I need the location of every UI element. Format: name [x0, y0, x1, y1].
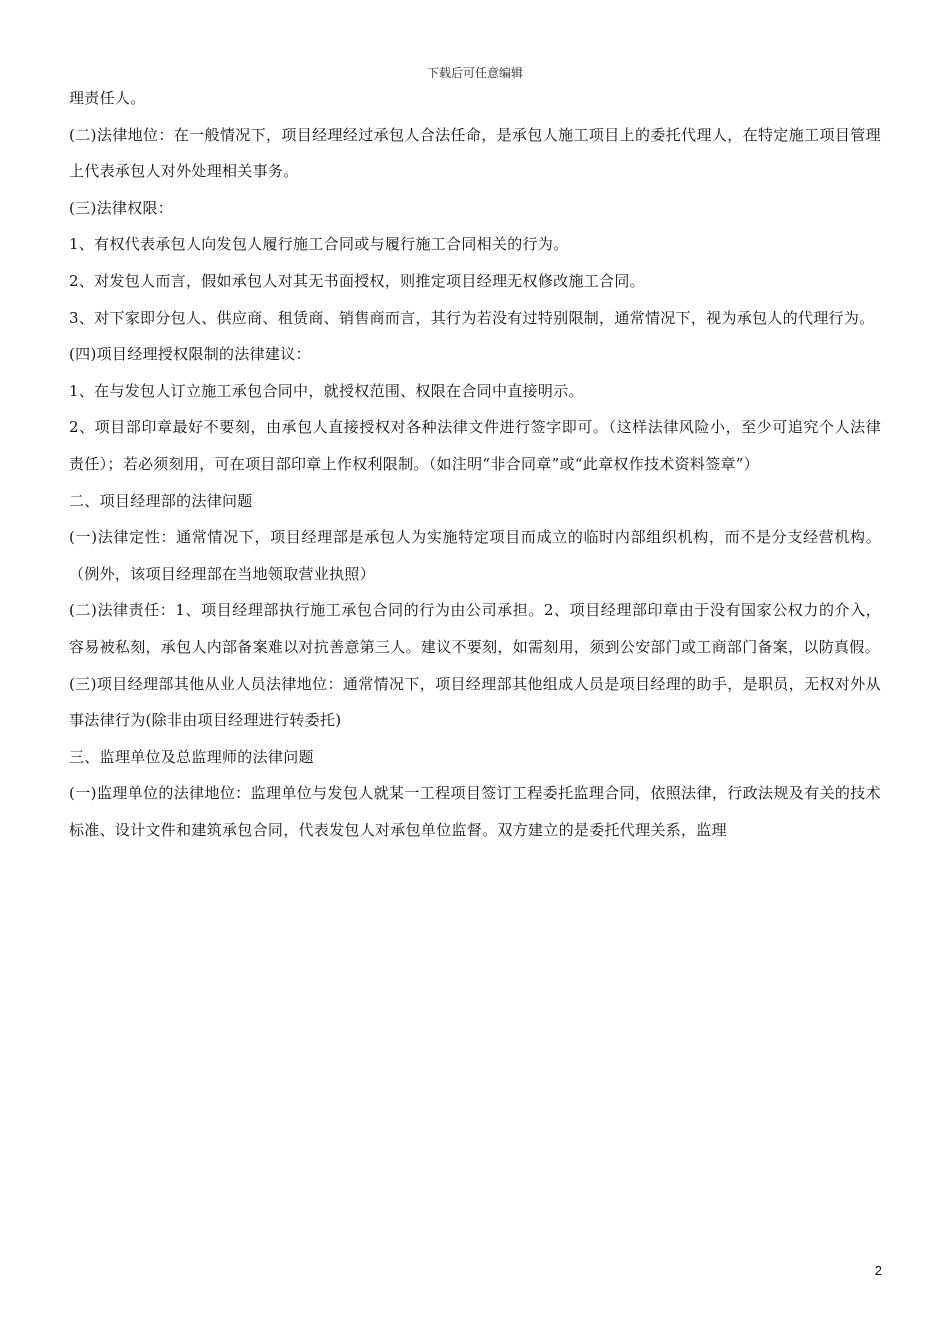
section-heading: 二、项目经理部的法律问题 — [69, 491, 253, 510]
list-item: 3、对下家即分包人、供应商、租赁商、销售商而言，其行为若没有过特别限制，通常情况下，视为承包人的代理行为。 — [69, 308, 875, 327]
list-item: 1、有权代表承包人向发包人履行施工合同或与履行施工合同相关的行为。 — [69, 235, 569, 254]
paragraph: (四)项目经理授权限制的法律建议： — [69, 345, 311, 364]
page-number: 2 — [874, 1263, 882, 1278]
list-item: 1、在与发包人订立施工承包合同中，就授权范围、权限在合同中直接明示。 — [69, 381, 584, 400]
document-body — [69, 80, 881, 848]
paragraph: 理责任人。 — [69, 89, 146, 107]
paragraph: (三)项目经理部其他从业人员法律地位：通常情况下，项目经理部其他组成人员是项目经理的助手，是职员，无权对外从事法律行为(除非由项目经理进行转委托) — [69, 674, 881, 730]
paragraph: (三)法律权限： — [69, 198, 174, 217]
list-item: 2、项目部印章最好不要刻，由承包人直接授权对各种法律文件进行签字即可。（这样法律风险小，至少可追究个人法律责任）；若必须刻用，可在项目部印章上作权利限制。（如注明“非合同章”或“此章权作技术资料签章”） — [69, 418, 881, 473]
list-item: 2、对发包人而言，假如承包人对其无书面授权，则推定项目经理无权修改施工合同。 — [69, 271, 645, 290]
paragraph: (二)法律地位：在一般情况下，项目经理经过承包人合法任命，是承包人施工项目上的委托代理人，在特定施工项目管理上代表承包人对外处理相关事务。 — [69, 125, 881, 181]
paragraph: (一)监理单位的法律地位：监理单位与发包人就某一工程项目签订工程委托监理合同，依照法律，行政法规及有关的技术标准、设计文件和建筑承包合同，代表发包人对承包单位监督。双方建立的是委托代理关系，监理 — [69, 784, 881, 839]
paragraph: (一)法律定性：通常情况下，项目经理部是承包人为实施特定项目而成立的临时内部组织机构，而不是分支经营机构。（例外，该项目经理部在当地领取营业执照） — [69, 528, 881, 583]
section-heading: 三、监理单位及总监理师的法律问题 — [69, 747, 314, 766]
paragraph: (二)法律责任：1、项目经理部执行施工承包合同的行为由公司承担。2、项目经理部印章由于没有国家公权力的介入，容易被私刻，承包人内部备案难以对抗善意第三人。建议不要刻，如需刻用，须到公安部门或工商部门备案，以防真假。 — [69, 601, 881, 656]
page-header: 下载后可任意编辑 — [426, 66, 523, 80]
